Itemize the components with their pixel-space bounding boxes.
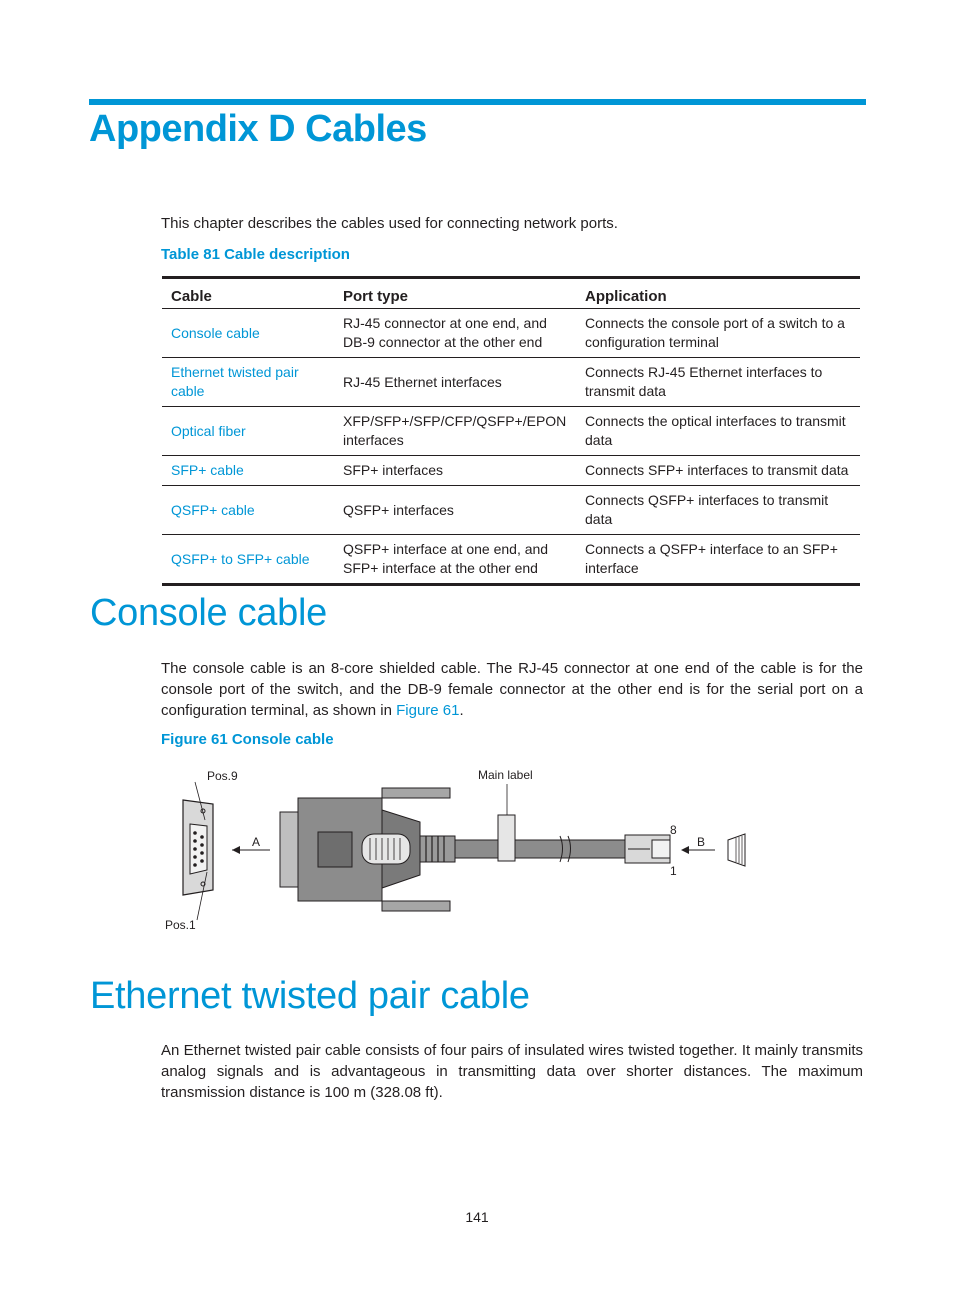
- cable-link-qsfp-to-sfp[interactable]: QSFP+ to SFP+ cable: [162, 535, 334, 585]
- console-para-end: .: [459, 702, 464, 719]
- port-type-cell: SFP+ interfaces: [334, 456, 576, 486]
- application-cell: Connects a QSFP+ interface to an SFP+ interface: [576, 535, 860, 585]
- label-pos1: Pos.1: [165, 918, 196, 932]
- table-row: [162, 358, 860, 407]
- table-row: [162, 486, 860, 535]
- section-title-console-cable: Console cable: [90, 592, 327, 634]
- figure-caption: Figure 61 Console cable: [161, 731, 334, 748]
- application-cell: Connects RJ-45 Ethernet interfaces to transmit data: [576, 358, 860, 407]
- chapter-top-rule: [89, 99, 866, 105]
- cable-link-console[interactable]: Console cable: [171, 324, 260, 341]
- cable-body: [455, 840, 625, 858]
- rj45-plug: [625, 835, 670, 863]
- application-cell: Connects the console port of a switch to a configuration terminal: [585, 315, 845, 350]
- port-type-cell: QSFP+ interface at one end, and SFP+ interface at the other end: [334, 535, 576, 585]
- table-header-row: [162, 278, 860, 309]
- label-pos9: Pos.9: [207, 769, 238, 783]
- intro-paragraph: This chapter describes the cables used for connecting network ports.: [161, 215, 618, 232]
- cable-description-table: [162, 276, 860, 586]
- application-cell: Connects SFP+ interfaces to transmit data: [576, 456, 860, 486]
- table-row: [162, 456, 860, 486]
- table-caption: Table 81 Cable description: [161, 246, 350, 263]
- port-type-cell: QSFP+ interfaces: [334, 486, 576, 535]
- console-cable-paragraph: [161, 658, 863, 721]
- application-cell: Connects QSFP+ interfaces to transmit data: [576, 486, 860, 535]
- port-type-cell: XFP/SFP+/SFP/CFP/QSFP+/EPON interfaces: [334, 407, 576, 456]
- rj45-plug-face: [728, 834, 745, 866]
- header-cable: Cable: [162, 278, 334, 309]
- table-row: [162, 407, 860, 456]
- cable-link-qsfp-plus[interactable]: QSFP+ cable: [162, 486, 334, 535]
- table-row: [162, 309, 860, 358]
- db9-cable-head: [280, 788, 455, 911]
- application-cell: Connects the optical interfaces to transmit data: [576, 407, 860, 456]
- port-type-cell: RJ-45 Ethernet interfaces: [334, 358, 576, 407]
- chapter-title: Appendix D Cables: [89, 108, 427, 150]
- header-port-type: Port type: [334, 278, 576, 309]
- label-main-label: Main label: [478, 768, 533, 782]
- cable-link-sfp-plus[interactable]: SFP+ cable: [162, 456, 334, 486]
- console-para-text: The console cable is an 8-core shielded cable. The RJ-45 connector at one end of the cable is for the console port of the switch, and the DB-9 female connector at the other end is for the serial port on a configuration terminal, as shown in: [161, 660, 863, 719]
- cable-link-optical-fiber[interactable]: Optical fiber: [162, 407, 334, 456]
- header-application: Application: [576, 278, 860, 309]
- section-title-ethernet: Ethernet twisted pair cable: [90, 975, 530, 1017]
- label-pin1: 1: [670, 864, 677, 878]
- ethernet-paragraph: An Ethernet twisted pair cable consists of four pairs of insulated wires twisted together. It mainly transmits analog signals and is advantageous in transmitting data over shorter distances. The maximum transmission distance is 100 m (328.08 ft).: [161, 1042, 863, 1101]
- label-b: B: [697, 835, 706, 849]
- figure-61-link[interactable]: Figure 61: [396, 702, 460, 719]
- main-label-sleeve: [498, 815, 515, 861]
- page-number: 141: [465, 1209, 489, 1225]
- db9-connector-face: [183, 800, 213, 895]
- console-cable-figure: [160, 760, 760, 940]
- table-row: [162, 535, 860, 585]
- label-pin8: 8: [670, 823, 677, 837]
- cable-link-ethernet[interactable]: Ethernet twisted pair cable: [162, 358, 334, 407]
- label-a: A: [252, 835, 261, 849]
- port-type-cell: RJ-45 connector at one end, and DB-9 connector at the other end: [343, 315, 547, 350]
